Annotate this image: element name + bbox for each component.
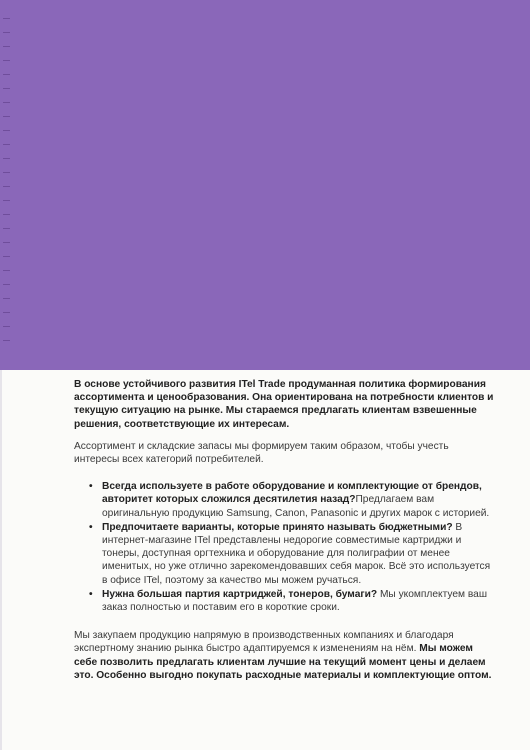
bullet-answer: Предлагаем вам оригинальную продукцию Samsung, Canon, Panasonic и других марок с историей. bbox=[102, 494, 490, 519]
list-item bbox=[89, 588, 494, 614]
bullet-question: Предпочитаете варианты, которые принято называть бюджетными? bbox=[102, 521, 453, 533]
bullet-marker: • bbox=[89, 588, 93, 600]
document-body bbox=[74, 378, 494, 682]
closing-bold-text: Мы можем себе позволить предлагать клиентам лучшие на текущий момент цены и делаем это. Особенно выгодно покупать расходные материалы и комплектующие оптом. bbox=[74, 643, 492, 681]
purple-cover-block bbox=[0, 0, 530, 370]
closing-paragraph bbox=[74, 629, 494, 682]
bullet-marker: • bbox=[89, 481, 93, 493]
list-item bbox=[89, 480, 494, 520]
intro-paragraph: В основе устойчивого развития ITel Trade продуманная политика формирования ассортимента и ценообразования. Она ориентирована на потребности клиентов и текущую ситуацию на рынке. Мы стараемся предлагать клиентам взвешенные решения, соответствующие их интересам. bbox=[74, 379, 494, 430]
binding-marks bbox=[0, 0, 12, 370]
assortment-paragraph: Ассортимент и складские запасы мы формируем таким образом, чтобы учесть интересы всех категорий потребителей. bbox=[74, 440, 449, 466]
list-item bbox=[89, 521, 494, 587]
closing-text: Мы закупаем продукцию напрямую в производственных компаниях и благодаря экспертному знанию рынка быстро адаптируемся к изменениям на нём. bbox=[74, 630, 454, 655]
bullet-answer: Мы укомплектуем ваш заказ полностью и поставим его в короткие сроки. bbox=[102, 588, 488, 614]
bullet-marker: • bbox=[89, 521, 93, 533]
bullet-answer: В интернет-магазине ITel представлены недорогие совместимые картриджи и тонеры, доступная оргтехника и оборудование для полиграфии от менее именитых, но уже отлично зарекомендовавших себя марок. Всё это используется в офисе ITel, поэтому за качество мы можем ручаться. bbox=[102, 521, 491, 586]
bullet-question: Всегда используете в работе оборудование и комплектующие от брендов, авторитет которых сложился десятилетия назад? bbox=[102, 481, 482, 506]
paper-left-edge bbox=[0, 370, 2, 750]
bullet-question: Нужна большая партия картриджей, тонеров, бумаги? bbox=[102, 588, 378, 600]
bullet-list bbox=[74, 480, 494, 614]
